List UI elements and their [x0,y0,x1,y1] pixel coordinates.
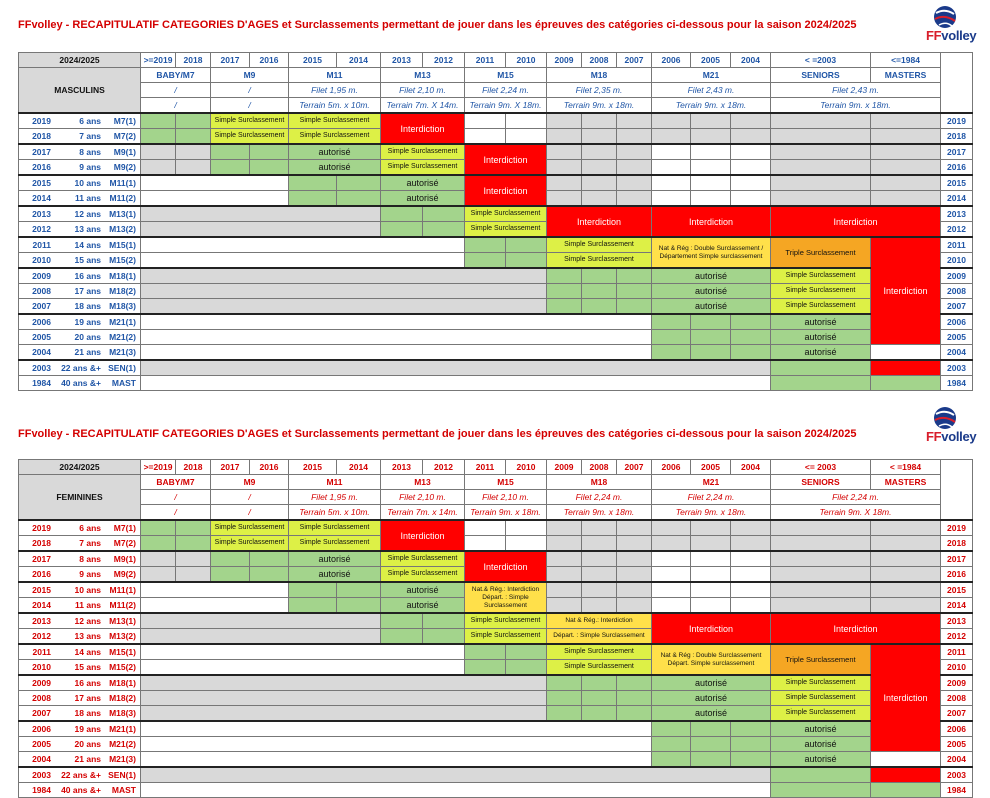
terrain-cell: Terrain 5m. x 10m. [289,505,381,521]
terrain-cell: Terrain 9m. x 18m. [652,98,771,114]
autorise-cell: autorisé [289,567,381,583]
row-year-right: 2012 [941,222,973,238]
filet-cell: / [141,490,211,505]
surclassement-cell: Simple Surclassement [465,629,547,645]
row-label: 2018 7 ans M7(2) [19,536,141,552]
autorise-cell: autorisé [289,160,381,176]
row-label: 2017 8 ans M9(1) [19,551,141,567]
row-label: 2014 11 ans M11(2) [19,191,141,207]
row-label: 2011 14 ans M15(1) [19,237,141,253]
surclassement-cell: Simple Surclassement [211,520,289,536]
ffvolley-logo [912,405,982,449]
filet-cell: Filet 1,95 m. [289,83,381,98]
year-header: 2005 [691,53,731,68]
row-year-right: 2010 [941,253,973,269]
row-label: 2009 16 ans M18(1) [19,675,141,691]
autorise-cell: autorisé [652,706,771,722]
year-header: 2008 [582,460,617,475]
year-header: 2010 [506,53,547,68]
surclassement-cell: Simple Surclassement [547,660,652,676]
row-label: 2015 10 ans M11(1) [19,175,141,191]
year-header: 2016 [250,460,289,475]
autorise-cell: autorisé [381,598,465,614]
row-label: 2010 15 ans M15(2) [19,660,141,676]
surclassement-cell: Simple Surclassement [771,268,871,284]
row-year-right: 2007 [941,299,973,315]
terrain-cell: / [141,98,211,114]
group-label: MASCULINS [19,68,141,114]
row-label: 2014 11 ans M11(2) [19,598,141,614]
row-year-right: 2019 [941,520,973,536]
category-header: M11 [289,68,381,83]
terrain-cell: Terrain 9m. x 18m. [547,98,652,114]
year-header: 2015 [289,460,337,475]
row-year-right: 2003 [941,767,973,783]
feminines-table [18,459,973,798]
terrain-cell: Terrain 9m. x 18m. [652,505,771,521]
row-label: 2019 6 ans M7(1) [19,113,141,129]
year-header: 2006 [652,460,691,475]
year-header: 2012 [423,53,465,68]
triple-surclassement-cell: Triple Surclassement [771,237,871,268]
interdiction-cell: Interdiction [381,113,465,144]
row-year-right: 2017 [941,551,973,567]
blank-header [941,53,973,114]
volleyball-icon [930,405,960,431]
surclassement-cell: Simple Surclassement [771,675,871,691]
row-year-right: 2012 [941,629,973,645]
surclassement-cell: Simple Surclassement [771,284,871,299]
surclassement-cell: Simple Surclassement [771,706,871,722]
row-year-right: 2009 [941,268,973,284]
row-label: 2019 6 ans M7(1) [19,520,141,536]
interdiction-cell: Interdiction [871,644,941,752]
year-header: 2012 [423,460,465,475]
filet-cell: Filet 2,24 m. [771,490,941,505]
terrain-cell: Terrain 9m. x 18m. [547,505,652,521]
row-label: 2013 12 ans M13(1) [19,613,141,629]
filet-cell: Filet 2,24 m. [547,490,652,505]
category-header: BABY/M7 [141,475,211,490]
category-header: M9 [211,475,289,490]
surclassement-cell: Simple Surclassement [381,551,465,567]
row-year-right: 2014 [941,191,973,207]
row-year-right: 2010 [941,660,973,676]
surclassement-cell: Simple Surclassement [289,520,381,536]
year-header: 2013 [381,53,423,68]
row-label: 2008 17 ans M18(2) [19,691,141,706]
row-year-right: 2005 [941,737,973,752]
year-header: 2009 [547,53,582,68]
interdiction-cell: Interdiction [381,520,465,551]
surclassement-cell: Simple Surclassement [211,113,289,129]
nat-reg-cell: Nat & Rég : Double Surclassement / Département Simple surclassement [652,237,771,268]
surclassement-cell: Simple Surclassement [381,144,465,160]
terrain-cell: Terrain 9m. X 18m. [771,505,941,521]
row-year-right: 2008 [941,691,973,706]
autorise-cell: autorisé [652,675,771,691]
year-header: 2004 [731,53,771,68]
row-label: 2006 19 ans M21(1) [19,314,141,330]
surclassement-cell: Simple Surclassement [771,691,871,706]
surclassement-cell: Simple Surclassement [381,567,465,583]
season-cell: 2024/2025 [19,460,141,475]
autorise-cell: autorisé [771,345,871,361]
year-header: 2011 [465,460,506,475]
row-label: 1984 40 ans &+ MAST [19,376,141,391]
row-label: 2012 13 ans M13(2) [19,629,141,645]
surclassement-cell: Simple Surclassement [465,613,547,629]
surclassement-cell: Simple Surclassement [289,536,381,552]
filet-cell: Filet 2,10 m. [465,490,547,505]
nat-reg-cell-m18: Nat & Rég.: Interdiction [547,613,652,629]
row-year-right: 2011 [941,237,973,253]
row-label: 2005 20 ans M21(2) [19,737,141,752]
filet-cell: Filet 1,95 m. [289,490,381,505]
triple-surclassement-cell: Triple Surclassement [771,644,871,675]
surclassement-cell: Simple Surclassement [381,160,465,176]
filet-cell: Filet 2,10 m. [381,490,465,505]
interdiction-cell: Interdiction [771,613,941,644]
terrain-cell: Terrain 9m. x 18m. [771,98,941,114]
row-label: 2003 22 ans &+ SEN(1) [19,360,141,376]
blank-header [941,460,973,521]
row-year-right: 2008 [941,284,973,299]
autorise-cell: autorisé [771,330,871,345]
year-header: >=2019 [141,53,176,68]
row-year-right: 2007 [941,706,973,722]
row-year-right: 2004 [941,345,973,361]
row-year-right: 2004 [941,752,973,768]
terrain-cell: Terrain 9m. x 18m. [465,505,547,521]
year-header: 2014 [337,53,381,68]
autorise-cell: autorisé [771,314,871,330]
season-cell: 2024/2025 [19,53,141,68]
interdiction-cell: Interdiction [652,613,771,644]
row-label: 2005 20 ans M21(2) [19,330,141,345]
autorise-cell: autorisé [771,721,871,737]
year-header: 2018 [176,53,211,68]
filet-cell: / [211,490,289,505]
row-year-right: 2006 [941,721,973,737]
category-header: M15 [465,68,547,83]
category-header: M21 [652,475,771,490]
surclassement-cell: Simple Surclassement [465,222,547,238]
year-header: 2007 [617,53,652,68]
row-year-right: 2013 [941,206,973,222]
ffvolley-logo [912,4,982,48]
row-label: 1984 40 ans &+ MAST [19,783,141,798]
row-year-right: 2018 [941,536,973,552]
surclassement-cell: Simple Surclassement [547,237,652,253]
row-label: 2016 9 ans M9(2) [19,567,141,583]
year-header: >=2019 [141,460,176,475]
year-header: <=1984 [871,53,941,68]
row-label: 2015 10 ans M11(1) [19,582,141,598]
row-year-right: 1984 [941,376,973,391]
category-header: MASTERS [871,475,941,490]
row-label: 2013 12 ans M13(1) [19,206,141,222]
filet-cell: / [141,83,211,98]
row-label: 2017 8 ans M9(1) [19,144,141,160]
autorise-cell: autorisé [381,582,465,598]
row-label: 2012 13 ans M13(2) [19,222,141,238]
terrain-cell: / [211,98,289,114]
row-year-right: 2016 [941,160,973,176]
filet-cell: Filet 2,24 m. [652,490,771,505]
year-header: 2005 [691,460,731,475]
year-header: 2004 [731,460,771,475]
row-year-right: 2014 [941,598,973,614]
year-header: <= 2003 [771,460,871,475]
row-year-right: 2009 [941,675,973,691]
category-header: M9 [211,68,289,83]
category-header: SENIORS [771,475,871,490]
year-header: 2017 [211,460,250,475]
row-year-right: 2003 [941,360,973,376]
row-label: 2003 22 ans &+ SEN(1) [19,767,141,783]
row-year-right: 2005 [941,330,973,345]
row-year-right: 2017 [941,144,973,160]
interdiction-cell: Interdiction [771,206,941,237]
terrain-cell: Terrain 7m. X 14m. [381,98,465,114]
category-header: M13 [381,475,465,490]
year-header: 2017 [211,53,250,68]
surclassement-cell: Simple Surclassement [211,536,289,552]
interdiction-cell: Interdiction [652,206,771,237]
category-header: M13 [381,68,465,83]
terrain-cell: / [141,505,211,521]
logo-text: FFvolley [926,28,977,43]
year-header: 2014 [337,460,381,475]
row-label: 2008 17 ans M18(2) [19,284,141,299]
terrain-cell: / [211,505,289,521]
interdiction-cell: Interdiction [465,551,547,582]
row-year-right: 2011 [941,644,973,660]
year-header: 2015 [289,53,337,68]
masculins-title: FFvolley - RECAPITULATIF CATEGORIES D'AGES et Surclassements permettant de jouer dans les épreuves des catégories ci-dessous pour la saison 2024/2025 [18,19,857,31]
terrain-cell: Terrain 7m. x 14m. [381,505,465,521]
autorise-cell: autorisé [652,284,771,299]
category-header: MASTERS [871,68,941,83]
row-label: 2004 21 ans M21(3) [19,752,141,768]
row-label: 2010 15 ans M15(2) [19,253,141,269]
row-year-right: 2015 [941,582,973,598]
surclassement-cell: Simple Surclassement [211,129,289,145]
category-header: M21 [652,68,771,83]
autorise-cell: autorisé [652,691,771,706]
surclassement-cell: Simple Surclassement [547,253,652,269]
year-header: < =1984 [871,460,941,475]
row-label: 2007 18 ans M18(3) [19,706,141,722]
row-year-right: 2015 [941,175,973,191]
year-header: 2011 [465,53,506,68]
row-year-right: 2016 [941,567,973,583]
terrain-cell: Terrain 5m. x 10m. [289,98,381,114]
year-header: 2008 [582,53,617,68]
surclassement-cell: Simple Surclassement [465,206,547,222]
surclassement-cell: Simple Surclassement [289,113,381,129]
autorise-cell: autorisé [381,175,465,191]
row-label: 2016 9 ans M9(2) [19,160,141,176]
autorise-cell: autorisé [381,191,465,207]
group-label: FEMININES [19,475,141,521]
masculins-table [18,52,973,391]
volleyball-icon [930,4,960,30]
logo-text: FFvolley [926,429,977,444]
nat-reg-cell-m18: Départ. : Simple Surclassement [547,629,652,645]
autorise-cell: autorisé [289,144,381,160]
year-header: 2007 [617,460,652,475]
year-header: 2010 [506,460,547,475]
year-header: 2016 [250,53,289,68]
surclassement-cell: Simple Surclassement [771,299,871,315]
year-header: 2006 [652,53,691,68]
row-year-right: 2013 [941,613,973,629]
filet-cell: Filet 2,43 m. [771,83,941,98]
row-year-right: 2018 [941,129,973,145]
row-year-right: 2006 [941,314,973,330]
autorise-cell: autorisé [771,737,871,752]
autorise-cell: autorisé [652,299,771,315]
filet-cell: Filet 2,10 m. [381,83,465,98]
terrain-cell: Terrain 9m. X 18m. [465,98,547,114]
interdiction-cell: Interdiction [871,237,941,345]
category-header: M18 [547,68,652,83]
row-label: 2009 16 ans M18(1) [19,268,141,284]
year-header: 2013 [381,460,423,475]
filet-cell: Filet 2,43 m. [652,83,771,98]
surclassement-cell: Simple Surclassement [289,129,381,145]
autorise-cell: autorisé [652,268,771,284]
year-header: 2018 [176,460,211,475]
nat-reg-cell-m21: Nat & Rég : Double Surclassement Départ. Simple surclassement [652,644,771,675]
row-label: 2007 18 ans M18(3) [19,299,141,315]
nat-reg-cell-m15: Nat.& Rég.: Interdiction Départ. : Simple Surclassement [465,582,547,613]
autorise-cell: autorisé [289,551,381,567]
row-year-right: 2019 [941,113,973,129]
row-label: 2006 19 ans M21(1) [19,721,141,737]
surclassement-cell: Simple Surclassement [547,644,652,660]
interdiction-cell: Interdiction [465,175,547,206]
autorise-cell: autorisé [771,752,871,768]
filet-cell: / [211,83,289,98]
year-header: 2009 [547,460,582,475]
interdiction-cell: Interdiction [547,206,652,237]
row-year-right: 1984 [941,783,973,798]
filet-cell: Filet 2,35 m. [547,83,652,98]
interdiction-cell: Interdiction [465,144,547,175]
row-label: 2011 14 ans M15(1) [19,644,141,660]
category-header: M11 [289,475,381,490]
category-header: SENIORS [771,68,871,83]
category-header: BABY/M7 [141,68,211,83]
category-header: M15 [465,475,547,490]
filet-cell: Filet 2,24 m. [465,83,547,98]
row-label: 2004 21 ans M21(3) [19,345,141,361]
feminines-title: FFvolley - RECAPITULATIF CATEGORIES D'AGES et Surclassements permettant de jouer dans les épreuves des catégories ci-dessous pour la saison 2024/2025 [18,428,857,440]
year-header: < =2003 [771,53,871,68]
category-header: M18 [547,475,652,490]
row-label: 2018 7 ans M7(2) [19,129,141,145]
